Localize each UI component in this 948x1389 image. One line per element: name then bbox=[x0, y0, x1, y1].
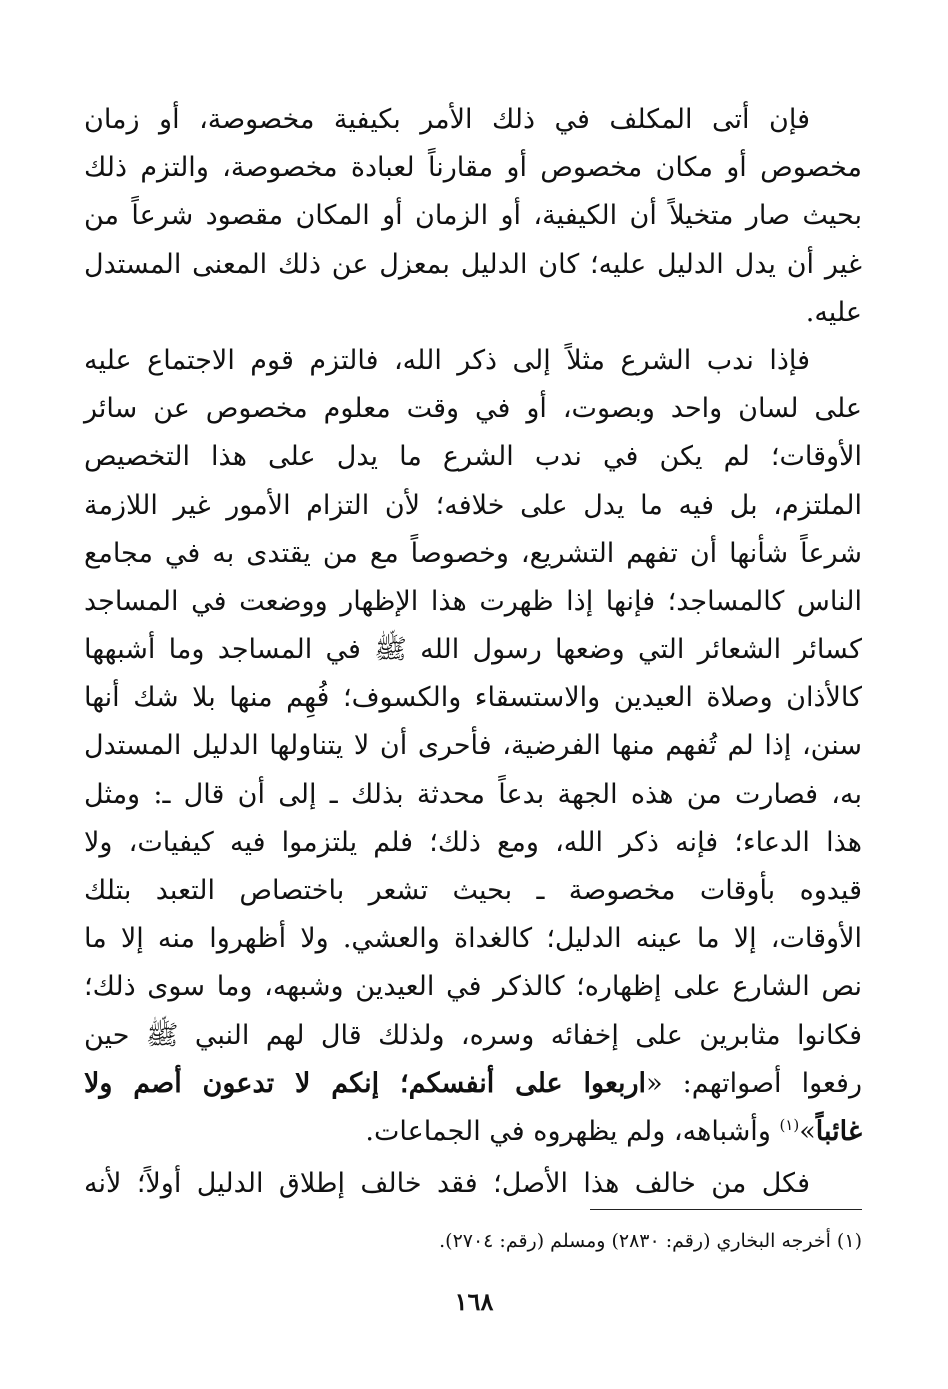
text-line: الأوقات، إلا ما عينه الدليل؛ كالغداة والعشي. ولا أظهروا منه إلا ما bbox=[84, 923, 862, 955]
text-line: فإذا ندب الشرع مثلاً إلى ذكر الله، فالتزم قوم الاجتماع عليه bbox=[84, 344, 810, 376]
text-line: هذا الدعاء؛ فإنه ذكر الله، ومع ذلك؛ فلم يلتزموا فيه كيفيات، ولا bbox=[84, 826, 862, 858]
text-line: عليه. bbox=[805, 296, 862, 328]
text-line: كالأذان وصلاة العيدين والاستسقاء والكسوف؛ فُهِم منها بلا شك أنها bbox=[84, 682, 862, 714]
text-line-quote-start bbox=[84, 1060, 862, 1108]
main-text bbox=[84, 96, 862, 1208]
page-number: ١٦٨ bbox=[454, 1287, 494, 1316]
text-line: به، فصارت من هذه الجهة بدعاً محدثة بذلك ـ إلى أن قال ـ: ومثل bbox=[84, 778, 862, 810]
text-line: فكانوا مثابرين على إخفائه وسره، ولذلك قال لهم النبي ﷺ حين bbox=[84, 1019, 862, 1051]
footnote: (١) أخرجه البخاري (رقم: ٢٨٣٠) ومسلم (رقم: ٢٧٠٤). bbox=[439, 1230, 862, 1252]
closing-quote-mark: » bbox=[799, 1115, 816, 1147]
text-line: شرعاً شأنها أن تفهم التشريع، وخصوصاً مع من يقتدى به في مجامع bbox=[84, 537, 862, 569]
footnote-reference: (١) bbox=[779, 1115, 800, 1134]
text-line: سنن، إذا لم تُفهم منها الفرضية، فأحرى أن لا يتناولها الدليل المستدل bbox=[84, 730, 862, 762]
text-line: قيدوه بأوقات مخصوصة ـ بحيث تشعر باختصاص التعبد بتلك bbox=[84, 875, 862, 906]
text-line: الأوقات؛ لم يكن في ندب الشرع ما يدل على هذا التخصيص bbox=[84, 441, 862, 473]
text-line: مخصوص أو مكان مخصوص أو مقارناً لعبادة مخصوصة، والتزم ذلك bbox=[84, 152, 862, 184]
text-line: الملتزم، بل فيه ما يدل على خلافه؛ لأن التزام الأمور غير اللازمة bbox=[84, 489, 862, 521]
text-line: فإن أتى المكلف في ذلك الأمر بكيفية مخصوصة، أو زمان bbox=[84, 104, 810, 135]
text-line: غير أن يدل الدليل عليه؛ كان الدليل بمعزل عن ذلك المعنى المستدل bbox=[84, 248, 862, 280]
text-line: فكل من خالف هذا الأصل؛ فقد خالف إطلاق الدليل أولاً؛ لأنه bbox=[84, 1168, 810, 1200]
footnote-separator bbox=[590, 1209, 862, 1210]
text-line: نص الشارع على إظهاره؛ كالذكر في العيدين وشبهه، وما سوى ذلك؛ bbox=[84, 971, 862, 1003]
hadith-quote: اربعوا على أنفسكم؛ إنكم لا تدعون أصم ولا bbox=[84, 1067, 647, 1099]
text-line: الناس كالمساجد؛ فإنها إذا ظهرت هذا الإظهار ووضعت في المساجد bbox=[84, 585, 862, 617]
text-plain: رفعوا أصواتهم: « bbox=[646, 1067, 862, 1099]
text-line: على لسان واحد وبصوت، أو في وقت معلوم مخصوص عن سائر bbox=[84, 393, 862, 425]
text-line: بحيث صار متخيلاً أن الكيفية، أو الزمان أو المكان مقصود شرعاً من bbox=[84, 200, 862, 232]
text-plain: وأشباهه، ولم يظهروه في الجماعات. bbox=[365, 1115, 780, 1147]
text-line-quote-end bbox=[84, 1108, 862, 1156]
hadith-quote: غائباً bbox=[815, 1115, 862, 1147]
text-line: كسائر الشعائر التي وضعها رسول الله ﷺ في المساجد وما أشبهها bbox=[84, 634, 862, 666]
